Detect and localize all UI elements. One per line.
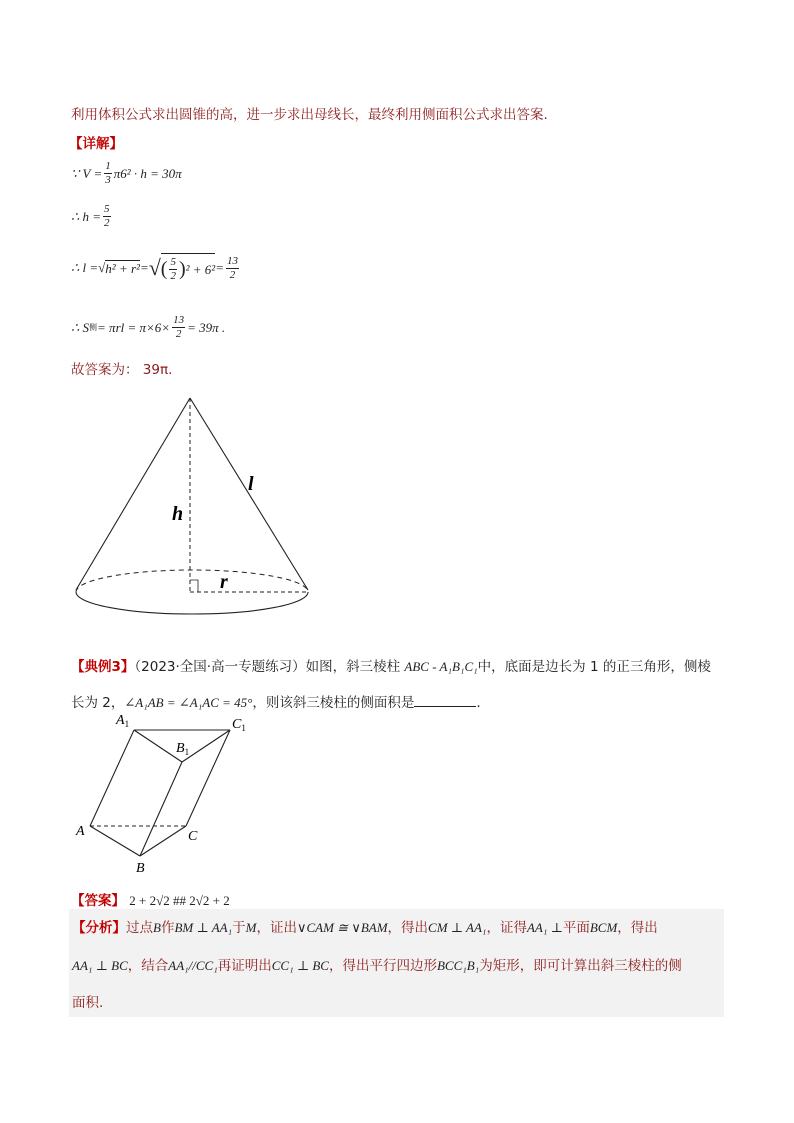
- example-text-1: 中，底面是边长为 1 的正三角形，侧棱: [477, 659, 711, 675]
- cone-left-edge: [76, 398, 190, 590]
- step-3-eq: =: [139, 260, 149, 275]
- analysis-l2-f: ，得出平行四边形: [328, 958, 437, 974]
- step-3: ∴ l = √ h² + r² = √ ( $\frac{5}{2}$ ) ² + 6² = $\frac{13}{2}$: [71, 254, 238, 282]
- analysis-l2-b: ，结合: [127, 958, 169, 974]
- prism-label-b1: $B_1$: [176, 741, 190, 757]
- step-3-sqrt-outer: ( $\frac{5}{2}$ ) ² + 6²: [161, 253, 215, 283]
- step-4: [71, 314, 225, 341]
- analysis-l1-f: M: [245, 920, 257, 935]
- step-3-inner-num: 5: [170, 256, 176, 268]
- answer-line: 故答案为： 39π.: [71, 362, 173, 378]
- analysis-l1-n: BCM: [589, 920, 618, 935]
- analysis-l1-o: ，得出: [617, 920, 658, 936]
- detail-tag: 【详解】: [69, 136, 123, 152]
- step-4-sub: 侧: [89, 323, 98, 332]
- prism-label-a: A: [76, 824, 85, 839]
- cone-label-r: r: [220, 571, 228, 593]
- step-3-inner-frac: [169, 256, 177, 283]
- step-2-lhs: ∴ h =: [71, 208, 102, 224]
- step-1: [71, 160, 182, 187]
- step-4-mid: = πrl = π×6×: [97, 319, 171, 335]
- step-4-frac-num: 13: [173, 314, 185, 326]
- analysis-l2-h: 为矩形，即可计算出斜三棱柱的侧: [479, 958, 682, 974]
- step-2-frac: [103, 203, 111, 230]
- analysis-l1-l: AA₁ ⊥: [526, 920, 563, 935]
- step-4-frac: [172, 314, 185, 341]
- step-4-rhs: = 39π .: [187, 319, 226, 335]
- step-3-inner-rest: ² + 6²: [185, 261, 216, 277]
- step-3-lhs: ∴ l =: [71, 260, 99, 275]
- example-angle-cond: ∠A₁AB = ∠A₁AC = 45°: [124, 695, 253, 710]
- example-tag: 【典例3】: [71, 659, 135, 675]
- analysis-l2-c: AA₁//CC₁: [168, 958, 218, 973]
- analysis-l1-d: BM ⊥ AA₁: [174, 920, 233, 935]
- analysis-line-2: [72, 947, 721, 985]
- example-text-2b: ，则该斜三棱柱的侧面积是: [252, 695, 415, 711]
- example-prism-name: ABC - A₁B₁C₁: [404, 659, 478, 674]
- step-1-lhs: ∵ V =: [71, 165, 103, 181]
- step-1-frac-den: 3: [105, 174, 111, 186]
- prism-edge-ab: [90, 826, 140, 856]
- step-3-result-num: 13: [227, 254, 238, 267]
- analysis-l2-a: AA₁ ⊥ BC: [72, 958, 128, 973]
- step-2-frac-den: 2: [104, 217, 110, 229]
- cone-label-h: h: [172, 503, 184, 525]
- intro-text: 利用体积公式求出圆锥的高，进一步求出母线长，最终利用侧面积公式求出答案.: [71, 107, 548, 123]
- step-4-lhs: ∴ S: [71, 319, 90, 335]
- example-text-2a: 长为 2，: [71, 695, 125, 711]
- prism-label-b: B: [136, 861, 145, 876]
- cone-label-l: l: [248, 473, 254, 495]
- analysis-l1-h: ∨CAM ≅ ∨BAM: [296, 920, 388, 935]
- analysis-l1-b: B: [153, 920, 161, 935]
- prism-label-c: C: [188, 829, 198, 844]
- step-2-frac-num: 5: [104, 203, 110, 215]
- step-3-result-den: 2: [229, 268, 236, 281]
- analysis-tag: 【分析】: [72, 920, 126, 936]
- example-source: （2023·全国·高一专题练习）如图，斜三棱柱: [134, 659, 401, 675]
- analysis-l2-d: 再证明出: [217, 958, 272, 974]
- example-text-2c: .: [476, 695, 481, 711]
- prism-edge-a1b1: [134, 730, 182, 762]
- step-3-inner-den: 2: [170, 270, 176, 282]
- step-1-frac-num: 1: [105, 160, 111, 172]
- prism-label-a1: $A_1$: [116, 713, 130, 729]
- analysis-l1-k: ，证得: [486, 920, 527, 936]
- prism-figure: [72, 708, 262, 878]
- answer-value: 2 + 2√2 ## 2√2 + 2: [129, 893, 230, 908]
- cone-right-angle: [190, 580, 198, 592]
- analysis-l2-e: CC₁ ⊥ BC: [271, 958, 329, 973]
- cone-figure: [70, 392, 320, 624]
- analysis-l1-c: 作: [160, 920, 175, 936]
- analysis-line-3: 面积.: [72, 995, 104, 1011]
- analysis-l1-j: CM ⊥ AA₁: [428, 920, 487, 935]
- analysis-box: [69, 909, 724, 1017]
- step-3-result-frac: [226, 255, 239, 282]
- prism-edge-a1a: [90, 730, 134, 826]
- step-3-sqrt-body: h² + r²: [105, 260, 140, 276]
- answer-blank: [414, 694, 476, 707]
- analysis-l1-a: 过点: [126, 920, 153, 936]
- prism-label-c1: $C_1$: [232, 717, 246, 733]
- analysis-l1-g: ，证出: [256, 920, 297, 936]
- analysis-l1-e: 于: [232, 920, 246, 936]
- cone-base-front: [76, 592, 308, 614]
- analysis-l1-m: 平面: [562, 920, 590, 936]
- step-4-frac-den: 2: [175, 328, 182, 340]
- cone-base-back: [76, 570, 308, 592]
- answer-tag: 【答案】: [71, 893, 125, 909]
- step-2: [71, 203, 113, 230]
- analysis-l1-i: ，得出: [387, 920, 429, 936]
- answer-row: [71, 889, 230, 909]
- analysis-l2-g: BCC₁B₁: [436, 958, 480, 973]
- step-1-frac: [104, 160, 112, 187]
- step-1-rhs: π6² · h = 30π: [113, 165, 182, 181]
- analysis-line-1: [72, 909, 721, 947]
